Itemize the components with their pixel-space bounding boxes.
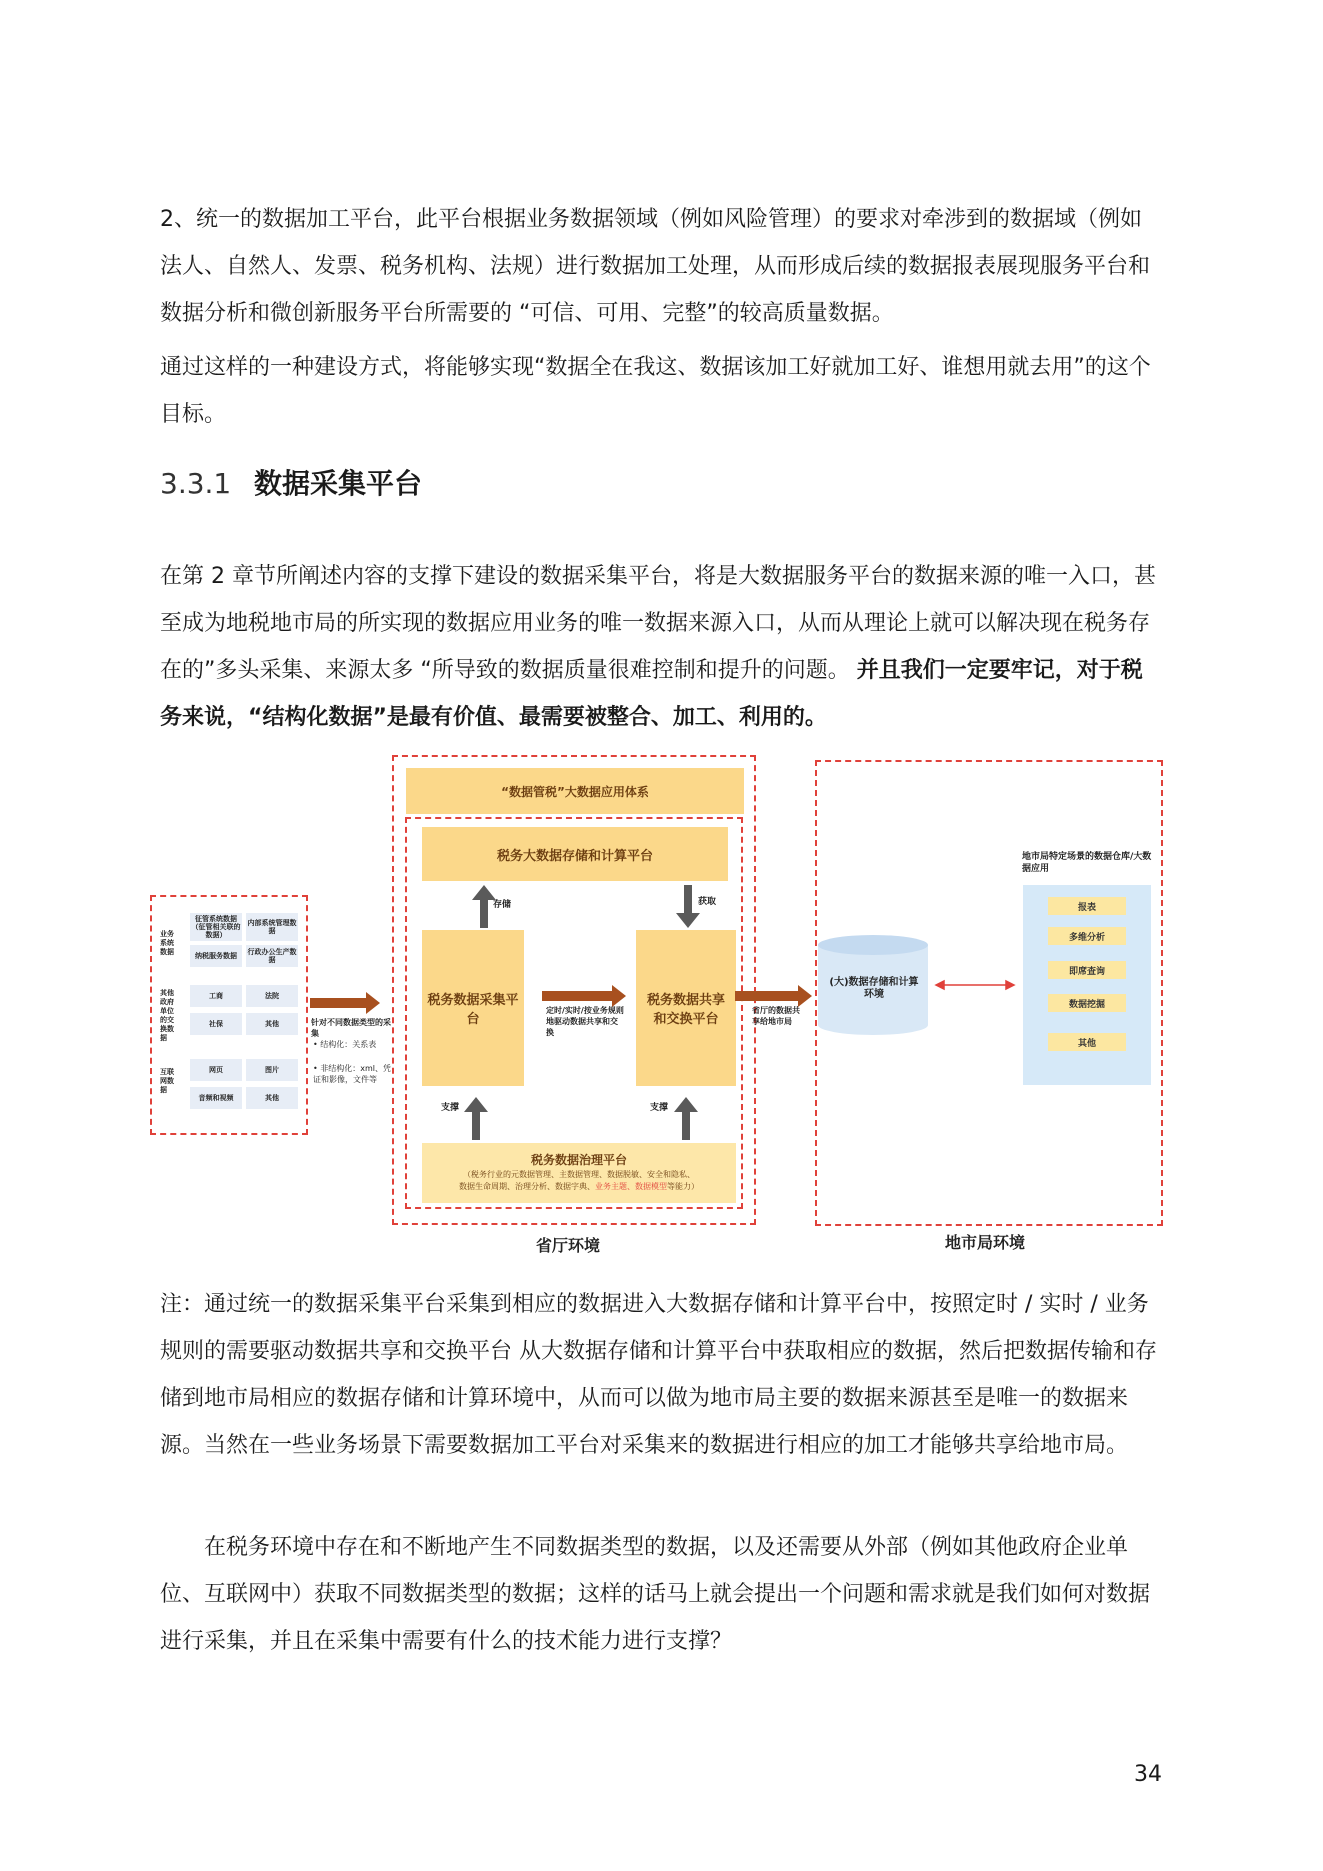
fetch-label: 获取 bbox=[698, 897, 717, 907]
city-apps-title: 地市局特定场景的数据仓库/大数据应用 bbox=[1022, 852, 1152, 874]
province-env-label: 省厅环境 bbox=[536, 1236, 601, 1255]
city-app-item: 报表 bbox=[1048, 897, 1126, 915]
source-cell: 网页 bbox=[190, 1059, 242, 1081]
source-cell: 行政办公生产数据 bbox=[246, 945, 298, 967]
section-heading bbox=[160, 462, 422, 502]
source-cell: 音频和视频 bbox=[190, 1087, 242, 1109]
source-cell: 法院 bbox=[246, 985, 298, 1007]
paragraph-collection-normal: 在第 2 章节所阐述内容的支撑下建设的数据采集平台，将是大数据服务平台的数据来源的唯一入口，甚至成为地税地市局的所实现的数据应用业务的唯一数据来源入口，从而从理论上就可以解决现在税务存在的”多头采集、来源太多 “所导致的数据质量很难控制和提升的问题。 bbox=[160, 564, 1156, 683]
collect-types-title: 针对不同数据类型的采集 bbox=[311, 1018, 391, 1038]
governance-desc-2c: 等能力） bbox=[667, 1182, 699, 1191]
support-arrow-right bbox=[674, 1097, 698, 1140]
support-label-left: 支撑 bbox=[441, 1103, 460, 1113]
paragraph-goal: 通过这样的一种建设方式，将能够实现“数据全在我这、数据该加工好就加工好、谁想用就去用”的这个目标。 bbox=[160, 355, 1151, 427]
paragraph-collection-need: 在税务环境中存在和不断地产生不同数据类型的数据，以及还需要从外部（例如其他政府企业单位、互联网中）获取不同数据类型的数据；这样的话马上就会提出一个问题和需求就是我们如何对数据进行采集，并且在采集中需要有什么的技术能力进行支撑？ bbox=[160, 1535, 1151, 1654]
support-arrow-left bbox=[464, 1097, 488, 1140]
store-arrow bbox=[472, 885, 496, 928]
architecture-diagram bbox=[150, 745, 1170, 1255]
source-cell: 工商 bbox=[190, 985, 242, 1007]
paragraph-collection-platform bbox=[160, 553, 1160, 741]
collect-type-2: • 非结构化：xml、凭证和影像，文件等 bbox=[313, 1064, 392, 1084]
governance-desc-2b: 业务主题、数据模型 bbox=[595, 1182, 667, 1191]
collect-type-2-text: 非结构化：xml、凭证和影像，文件等 bbox=[313, 1064, 392, 1084]
paragraph-unified-processing: 2、统一的数据加工平台，此平台根据业务数据领域（例如风险管理）的要求对牵涉到的数据域（例如法人、自然人、发票、税务机构、法规）进行数据加工处理，从而形成后续的数据报表展现服务平台和数据分析和微创新服务平台所需要的 “可信、可用、完整”的较高质量数据。 bbox=[160, 207, 1151, 326]
share-platform-box: 税务数据共享和交换平台 bbox=[636, 930, 736, 1086]
bidirectional-arrow bbox=[936, 981, 1014, 989]
store-label: 存储 bbox=[493, 900, 512, 910]
source-group-2-label: 其他政府单位的交换数据 bbox=[160, 989, 174, 1042]
section-number: 3.3.1 bbox=[160, 467, 232, 500]
source-cell: 内部系统管理数据 bbox=[246, 913, 298, 941]
paragraph-collection-bold: 并且我们一定要牢记，对于税务来说，“结构化数据”是最有价值、最需要被整合、加工、利用的。 bbox=[160, 658, 1143, 730]
city-storage-label: (大)数据存储和计算环境 bbox=[829, 977, 919, 1000]
source-cell: 纳税服务数据 bbox=[190, 945, 242, 967]
province-data-label: 省厅的数据共享给地市局 bbox=[752, 1006, 800, 1026]
fetch-arrow bbox=[676, 885, 700, 928]
governance-desc-1: （税务行业的元数据管理、主数据管理、数据脱敏、安全和隐私、 bbox=[463, 1170, 695, 1179]
collect-type-1-text: 结构化：关系表 bbox=[320, 1040, 377, 1049]
page-number: 34 bbox=[1134, 1762, 1162, 1787]
gray-arrows bbox=[464, 885, 700, 1140]
source-group-1-label: 业务系统数据 bbox=[160, 930, 174, 956]
city-apps-panel bbox=[1023, 885, 1151, 1085]
storage-platform-box: 税务大数据存储和计算平台 bbox=[422, 827, 728, 881]
share-to-city-arrow bbox=[735, 985, 812, 1007]
city-app-item: 其他 bbox=[1048, 1033, 1126, 1051]
city-app-item: 多维分析 bbox=[1048, 927, 1126, 945]
collect-type-1: • 结构化：关系表 bbox=[313, 1040, 377, 1049]
collect-to-share-arrow bbox=[542, 985, 626, 1007]
city-app-item: 数据挖掘 bbox=[1048, 994, 1126, 1012]
paragraph-note: 注：通过统一的数据采集平台采集到相应的数据进入大数据存储和计算平台中，按照定时 / 实时 / 业务规则的需要驱动数据共享和交换平台 从大数据存储和计算平台中获取相应的数据，然后把数据传输和存储到地市局相应的数据存储和计算环境中，从而可以做为地市局主要的数据来源甚至是唯一的数据来源。当然在一些业务场景下需要数据加工平台对采集来的数据进行相应的加工才能够共享给地市局。 bbox=[160, 1292, 1157, 1458]
section-title: 数据采集平台 bbox=[254, 467, 423, 500]
timed-label: 定时/实时/按业务规则地驱动数据共享和交换 bbox=[546, 1006, 624, 1037]
governance-title: 税务数据治理平台 bbox=[530, 1153, 627, 1167]
brown-arrows bbox=[310, 985, 812, 1014]
source-cell: 图片 bbox=[246, 1059, 298, 1081]
support-label-right: 支撑 bbox=[650, 1103, 669, 1113]
top-title-box: “数据管税”大数据应用体系 bbox=[406, 768, 744, 814]
city-env-label: 地市局环境 bbox=[945, 1233, 1026, 1252]
source-cell: 其他 bbox=[246, 1013, 298, 1035]
source-cell: 其他 bbox=[246, 1087, 298, 1109]
collect-platform-box: 税务数据采集平台 bbox=[422, 930, 524, 1086]
source-to-collect-arrow bbox=[310, 992, 380, 1014]
source-cell: 征管系统数据（征管相关联的数据） bbox=[191, 915, 241, 939]
source-group-3-label: 互联网数据 bbox=[160, 1068, 174, 1094]
governance-desc-2a: 数据生命周期、治理分析、数据字典、 bbox=[459, 1182, 595, 1191]
city-app-item: 即席查询 bbox=[1048, 961, 1126, 979]
diagram-shapes bbox=[150, 745, 1170, 1255]
source-cell: 社保 bbox=[190, 1013, 242, 1035]
